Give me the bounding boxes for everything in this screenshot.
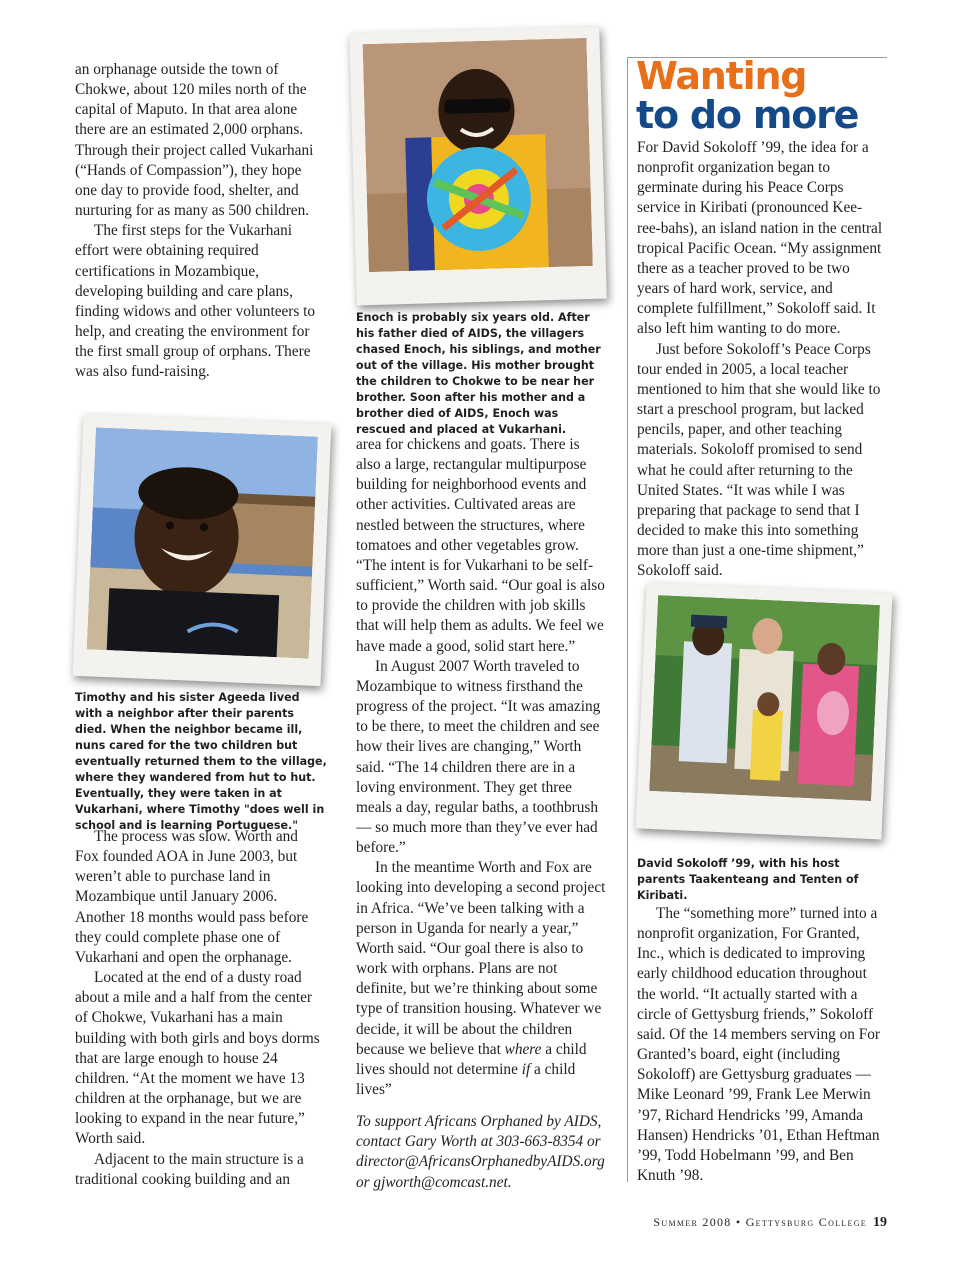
paragraph: For David Sokoloff ’99, the idea for a nonprofit organization began to germinate during his Peace Corps service in Kiribati (pronounced Kee-ree-bahs), an island nation in the central tropical Pacific Ocean. “My assignment there as a teacher proved to be two years of hard work, service, and complete fulfillment,” Sokoloff said. It also left him wanting to do more.: [637, 139, 883, 338]
paragraph: an orphanage outside the town of Chokwe, about 120 miles north of the capital of Maputo. In that area alone there are an estimated 2,000 orphans. Through their project called Vukarhani (“Hands of Compassion”), they hope one day to provide food, shelter, and nurturing for as many as 500 children.: [75, 61, 314, 220]
photo-caption-enoch: Enoch is probably six years old. After his father died of AIDS, the villagers chased Enoch, his siblings, and mother out of the village. His mother brought the children to Chokwe to be near her brother. Soon after his mother and a brother died of AIDS, Enoch was rescued and placed at Vukarhani.: [356, 311, 601, 436]
sidebar-top-text: [637, 138, 885, 581]
sidebar-bottom-text: [637, 904, 885, 1186]
paragraph-text: a child lives should not determine: [356, 1040, 587, 1078]
paragraph: Just before Sokoloff’s Peace Corps tour ended in 2005, a local teacher mentioned to him that she would like to start a preschool program, but lacked pencils, paper, and other teaching materials. Sokoloff promised to send what he could after returning to the United States. “It was while I was preparing that package to send that I decided to make this into something more than just a one-time shipment,” Sokoloff said.: [637, 340, 881, 580]
emphasis: if: [521, 1060, 531, 1078]
photo-enoch: [349, 27, 606, 306]
paragraph-text: a child lives”: [356, 1060, 576, 1098]
photo-caption-sokoloff: David Sokoloff ’99, with his host parents Taakenteang and Tenten of Kiribati.: [637, 857, 859, 902]
column-2-text: [356, 435, 606, 1193]
paragraph: area for chickens and goats. There is also a large, rectangular multipurpose building for neighborhood events and other activities. Cultivated areas are nestled between the structures, where tomatoes and other vegetables grow. “The intent is for Vukarhani to be self-sufficient,” Worth said. “Our goal is also to provide the children with job skills that will help them as adults. We feel we have made a good, solid start here.”: [356, 436, 605, 655]
column-1-top-text: [75, 60, 325, 383]
paragraph-text: In the meantime Worth and Fox are looking into developing a second project in Africa. “We’ve been talking with a person in Uganda for nearly a year,” Worth said. “Our goal there is also to work with orphans. Plans are not definite, but we’re thinking about some type of transition housing. Whatever we decide, it will be about the children because we believe that: [356, 859, 606, 1058]
paragraph: In August 2007 Worth traveled to Mozambique to witness firsthand the progress of the project. “It was amazing to be there, to meet the children and see how their lives are changing,” Worth said. “The 14 children there are in a loving environment. They get three meals a day, regular baths, a toothbrush — so much more than they’ve ever had before.”: [356, 657, 601, 857]
sidebar-headline: [636, 54, 859, 137]
headline-line-2: to do more: [636, 93, 859, 137]
photo-timothy: [73, 414, 332, 686]
paragraph: Adjacent to the main structure is a traditional cooking building and an: [75, 1150, 304, 1188]
headline-line-1: Wanting: [636, 54, 807, 98]
paragraph: [356, 858, 606, 1100]
sidebar-left-rule: [627, 57, 628, 1182]
page-number: 19: [873, 1215, 887, 1230]
paragraph: Located at the end of a dusty road about a mile and a half from the center of Chokwe, Vukarhani has a main building with both girls and boys dorms that are large enough to house 24 children. “At the moment we have 13 children at the orphanage, but we are looking to expand in the near future,” Worth said.: [75, 969, 320, 1148]
emphasis: where: [504, 1040, 542, 1058]
column-1-bottom-text: [75, 827, 325, 1190]
paragraph: The “something more” turned into a nonprofit organization, For Granted, Inc., which is dedicated to improving early childhood education throughout the world. “It actually started with a circle of Gettysburg friends,” Sokoloff said. Of the 14 members serving on For Granted’s board, eight (including Sokoloff) are Gettysburg graduates — Mike Leonard ’99, Frank Lee Merwin ’97, Richard Hendricks ’99, Amanda Hansen) Hendricks ’01, Ethan Heftman ’99, Todd Hobelmann ’99, and Ben Knuth ’98.: [637, 905, 881, 1185]
page-footer: [600, 1215, 887, 1231]
paragraph: The process was slow. Worth and Fox founded AOA in June 2003, but weren’t able to purchase land in Mozambique until January 2006. Another 18 months would pass before they could complete phase one of Vukarhani and open the orphanage.: [75, 828, 309, 966]
contact-note: To support Africans Orphaned by AIDS, contact Gary Worth at 303-663-8354 or director@AfricansOrphanedbyAIDS.org or gjworth@comcast.net.: [356, 1113, 605, 1191]
paragraph: The first steps for the Vukarhani effort were obtaining required certifications in Mozambique, developing building and care plans, finding widows and other volunteers to help, and creating the environment for the first small group of orphans. There was also fund-raising.: [75, 222, 316, 381]
photo-sokoloff-family: [636, 583, 893, 840]
footer-publication: Summer 2008 • Gettysburg College: [653, 1215, 867, 1229]
photo-caption-timothy: Timothy and his sister Ageeda lived with a neighbor after their parents died. When the neighbor became ill, nuns cared for the two children but eventually returned them to the village, where they wandered from hut to hut. Eventually, they were taken in at Vukarhani, where Timothy "does well in school and is learning Portuguese.": [75, 691, 327, 832]
